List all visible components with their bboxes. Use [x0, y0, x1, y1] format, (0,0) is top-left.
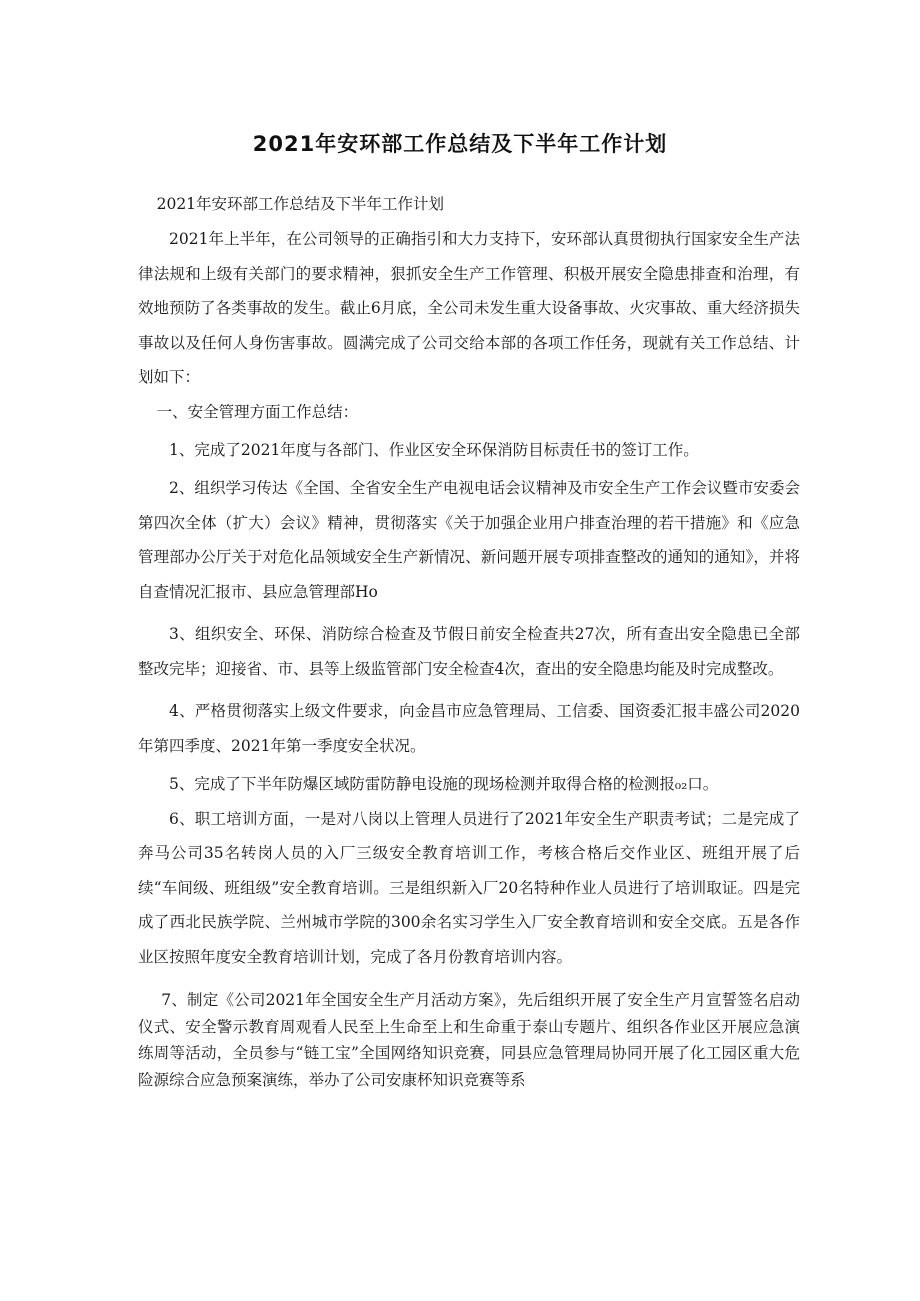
intro-paragraph: 2021年上半年，在公司领导的正确指引和大力支持下，安环部认真贯彻执行国家安全生产法律法规和上级有关部门的要求精神，狠抓安全生产工作管理、积极开展安全隐患排查和治理，有效地预防了各类事故的发生。截止6月底，全公司未发生重大设备事故、火灾事故、重大经济损失事故以及任何人身伤害事故。圆满完成了公司交给本部的各项工作任务，现就有关工作总结、计划如下： [138, 230, 800, 386]
list-item: 4、严格贯彻落实上级文件要求，向金昌市应急管理局、工信委、国资委汇报丰盛公司2020年第四季度、2021年第一季度安全状况。 [138, 702, 800, 755]
list-item: 6、职工培训方面，一是对八岗以上管理人员进行了2021年安全生产职责考试；二是完成了奔马公司35名转岗人员的入厂三级安全教育培训工作，考核合格后交作业区、班组开展了后续“车间级、班组级”安全教育培训。三是组织新入厂20名特种作业人员进行了培训取证。四是完成了西北民族学院、兰州城市学院的300余名实习学生入厂安全教育培训和安全交底。五是各作业区按照年度安全教育培训计划，完成了各月份教育培训内容。 [138, 809, 800, 966]
document-body [138, 188, 800, 1093]
list-item: 3、组织安全、环保、消防综合检查及节假日前安全检查共27次，所有查出安全隐患已全部整改完毕；迎接省、市、县等上级监管部门安全检查4次，查出的安全隐患均能及时完成整改。 [138, 625, 800, 678]
list-item: 7、制定《公司2021年全国安全生产月活动方案》，先后组织开展了安全生产月宣誓签名启动仪式、安全警示教育周观看人民至上生命至上和生命重于泰山专题片、组织各作业区开展应急演练周等活动，全员参与“链工宝”全国网络知识竞赛，同县应急管理局协同开展了化工园区重大危险源综合应急预案演练，举办了公司安康杯知识竞赛等系 [138, 991, 800, 1089]
list-item: 2、组织学习传达《全国、全省安全生产电视电话会议精神及市安全生产工作会议暨市安委会第四次全体（扩大）会议》精神，贯彻落实《关于加强企业用户排查治理的若干措施》和《应急管理部办公厅关于对危化品领域安全生产新情况、新问题开展专项排查整改的通知的通知》，并将自查情况汇报市、县应急管理部Ho [138, 479, 800, 601]
section-heading: 一、安全管理方面工作总结： [156, 402, 359, 421]
document-title: 2021年安环部工作总结及下半年工作计划 [252, 132, 668, 156]
document-subtitle: 2021年安环部工作总结及下半年工作计划 [156, 195, 445, 213]
list-item: 1、完成了2021年度与各部门、作业区安全环保消防目标责任书的签订工作。 [169, 440, 699, 459]
list-item: 5、完成了下半年防爆区域防雷防静电设施的现场检测并取得合格的检测报₀₂口。 [169, 775, 719, 793]
